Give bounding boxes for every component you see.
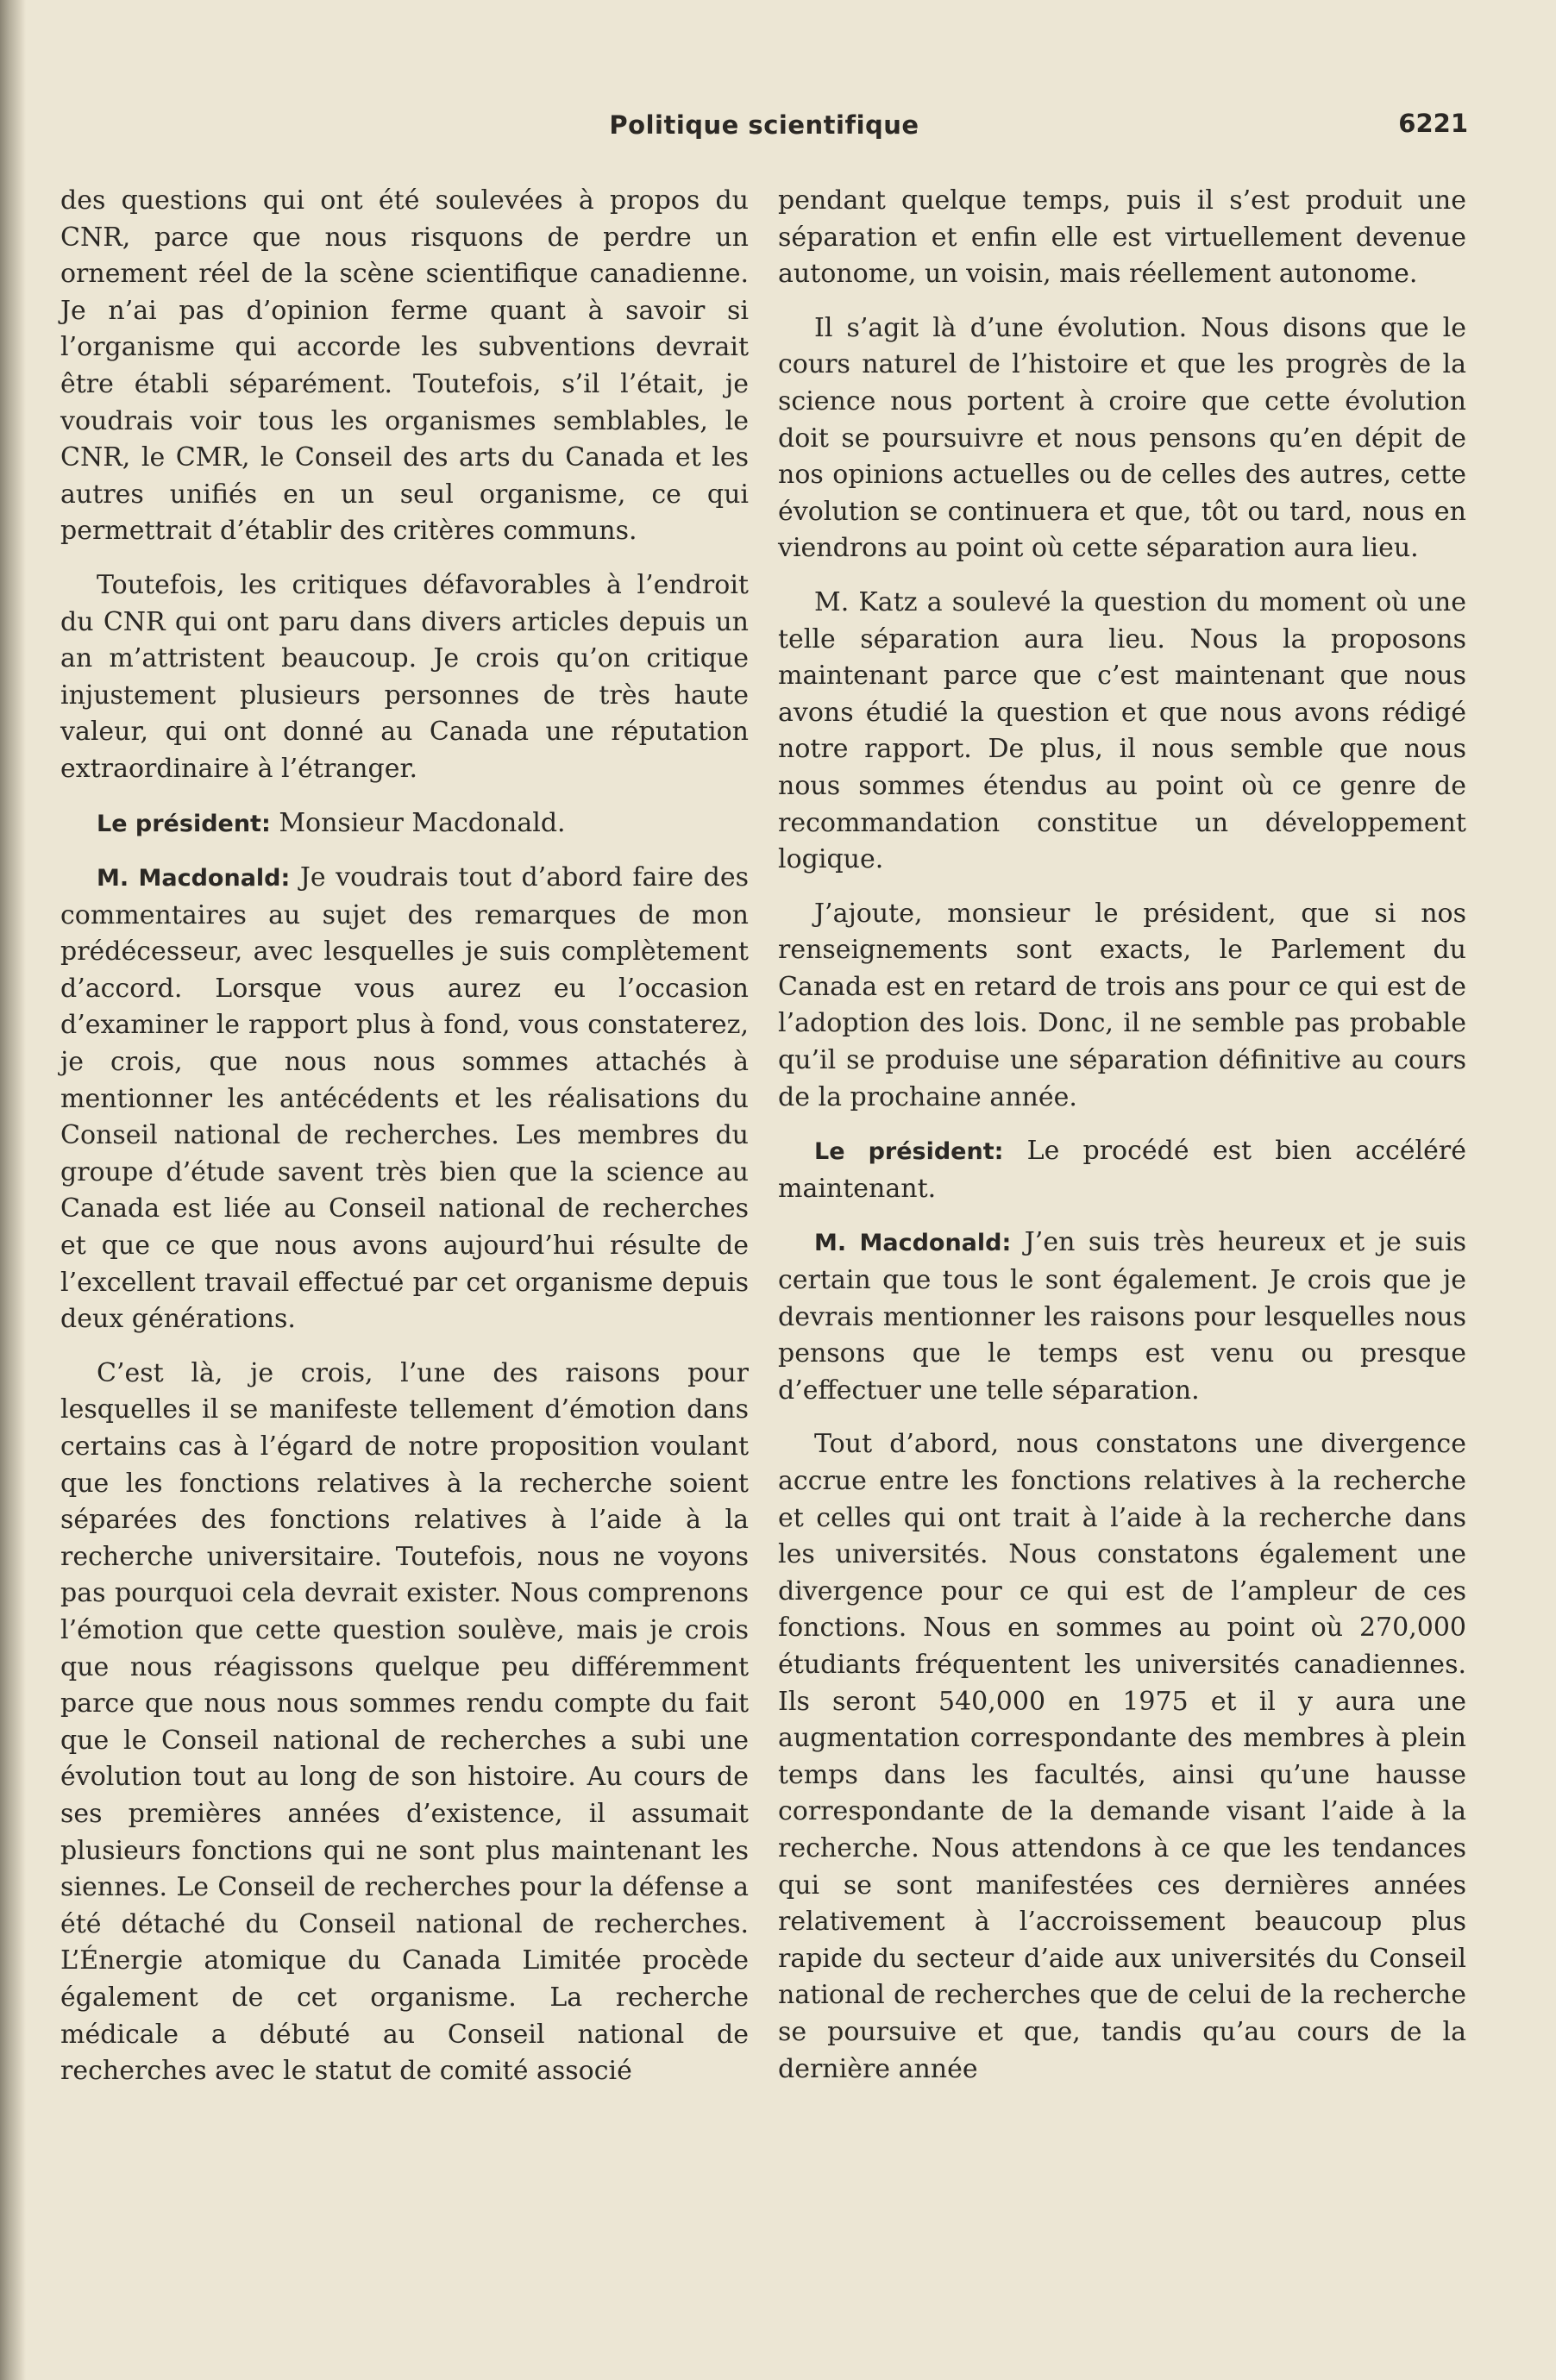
paragraph: Toutefois, les critiques défavorables à l’endroit du CNR qui ont paru dans divers articles depuis un an m’attristent beaucoup. Je crois qu’on critique injustement plusieurs personnes de très haute valeur, qui ont donné au Canada une réputation extraordinaire à l’étranger. <box>60 569 749 784</box>
speech-text: J’en suis très heureux et je suis certain que tous le sont également. Je crois que je devrais mentionner les raisons pour lesquelles nous pensons que le temps est venu ou presque d’effectuer une telle séparation. <box>778 1227 1466 1406</box>
speech-text: Je voudrais tout d’abord faire des commentaires au sujet des remarques de mon prédécesseur, avec lesquelles je suis complètement d’accord. Lorsque vous aurez eu l’occasion d’examiner le rapport plus à fond, vous constaterez, je crois, que nous nous sommes attachés à mentionner les antécédents et les réalisations du Conseil national de recherches. Les membres du groupe d’étude savent très bien que la science au Canada est liée au Conseil national de recherches et que ce que nous avons aujourd’hui résulte de l’excellent travail effectué par cet organisme depuis deux générations. <box>60 862 749 1335</box>
speaker-paragraph <box>778 1224 1466 1409</box>
paragraph: M. Katz a soulevé la question du moment où une telle séparation aura lieu. Nous la proposons maintenant parce que c’est maintenant que nous avons étudié la question et que nous avons rédigé notre rapport. De plus, il nous semble que nous nous sommes étendus au point où ce genre de recommandation constitue un développement logique. <box>778 586 1466 875</box>
speaker-paragraph <box>60 860 749 1338</box>
speaker-name: M. Macdonald: <box>814 1230 1012 1257</box>
paragraph: Tout d’abord, nous constatons une divergence accrue entre les fonctions relatives à la recherche et celles qui ont trait à l’aide à la recherche dans les universités. Nous constatons également une divergence pour ce qui est de l’ampleur de ces fonctions. Nous en sommes au point où 270,000 étudiants fréquentent les universités canadiennes. Ils seront 540,000 en 1975 et il y aura une augmentation correspondante des membres à plein temps dans les facultés, ainsi qu’une hausse correspondante de la demande visant l’aide à la recherche. Nous attendons à ce que les tendances qui se sont manifestées ces dernières années relativement à l’accroissement beaucoup plus rapide du secteur d’aide aux universités du Conseil national de recherches que de celui de la recherche se poursuive et que, tandis qu’au cours de la dernière année <box>778 1429 1466 2084</box>
speaker-name: M. Macdonald: <box>97 865 291 892</box>
paragraph: des questions qui ont été soulevées à propos du CNR, parce que nous risquons de perdre un ornement réel de la scène scientifique canadienne. Je n’ai pas d’opinion ferme quant à savoir si l’organisme qui accorde les subventions devrait être établi séparément. Toutefois, s’il l’était, je voudrais voir tous les organismes semblables, le CNR, le CMR, le Conseil des arts du Canada et les autres unifiés en un seul organisme, ce qui permettrait d’établir des critères communs. <box>60 185 749 547</box>
page-number: 6221 <box>1398 109 1468 138</box>
paragraph: J’ajoute, monsieur le président, que si nos renseignements sont exacts, le Parlement du Canada est en retard de trois ans pour ce qui est de l’adoption des lois. Donc, il ne semble pas probable qu’il se produise une séparation définitive au cours de la prochaine année. <box>778 898 1466 1112</box>
paragraph: pendant quelque temps, puis il s’est produit une séparation et enfin elle est virtuellement devenue autonome, un voisin, mais réellement autonome. <box>778 185 1466 290</box>
speaker-name: Le président: <box>814 1138 1004 1166</box>
right-column <box>778 183 1466 2105</box>
speech-text: Le procédé est bien accéléré maintenant. <box>778 1136 1466 1204</box>
speaker-paragraph <box>60 805 749 843</box>
left-column <box>60 183 749 2108</box>
speaker-name: Le président: <box>97 810 271 837</box>
paragraph: Il s’agit là d’une évolution. Nous disons que le cours naturel de l’histoire et que les progrès de la science nous portent à croire que cette évolution doit se poursuivre et nous pensons qu’en dépit de nos opinions actuelles ou de celles des autres, cette évolution se continuera et que, tôt ou tard, nous en viendrons au point où cette séparation aura lieu. <box>778 312 1466 564</box>
running-title: Politique scientifique <box>609 110 919 140</box>
paragraph: C’est là, je crois, l’une des raisons pour lesquelles il se manifeste tellement d’émotion dans certains cas à l’égard de notre proposition voulant que les fonctions relatives à la recherche soient séparées des fonctions relatives à l’aide à la recherche universitaire. Toutefois, nous ne voyons pas pourquoi cela devrait exister. Nous comprenons l’émotion que cette question soulève, mais je crois que nous réagissons quelque peu différemment parce que nous nous sommes rendu compte du fait que le Conseil national de recherches a subi une évolution tout au long de son histoire. Au cours de ses premières années d’existence, il assumait plusieurs fonctions qui ne sont plus maintenant les siennes. Le Conseil de recherches pour la défense a été détaché du Conseil national de recherches. L’Énergie atomique du Canada Limitée procède également de cet organisme. La recherche médicale a débuté au Conseil national de recherches avec le statut de comité associé <box>60 1357 749 2087</box>
page-gutter <box>0 0 26 2380</box>
speaker-paragraph <box>778 1133 1466 1207</box>
page-header <box>60 110 1468 148</box>
speech-text: Monsieur Macdonald. <box>279 807 566 838</box>
